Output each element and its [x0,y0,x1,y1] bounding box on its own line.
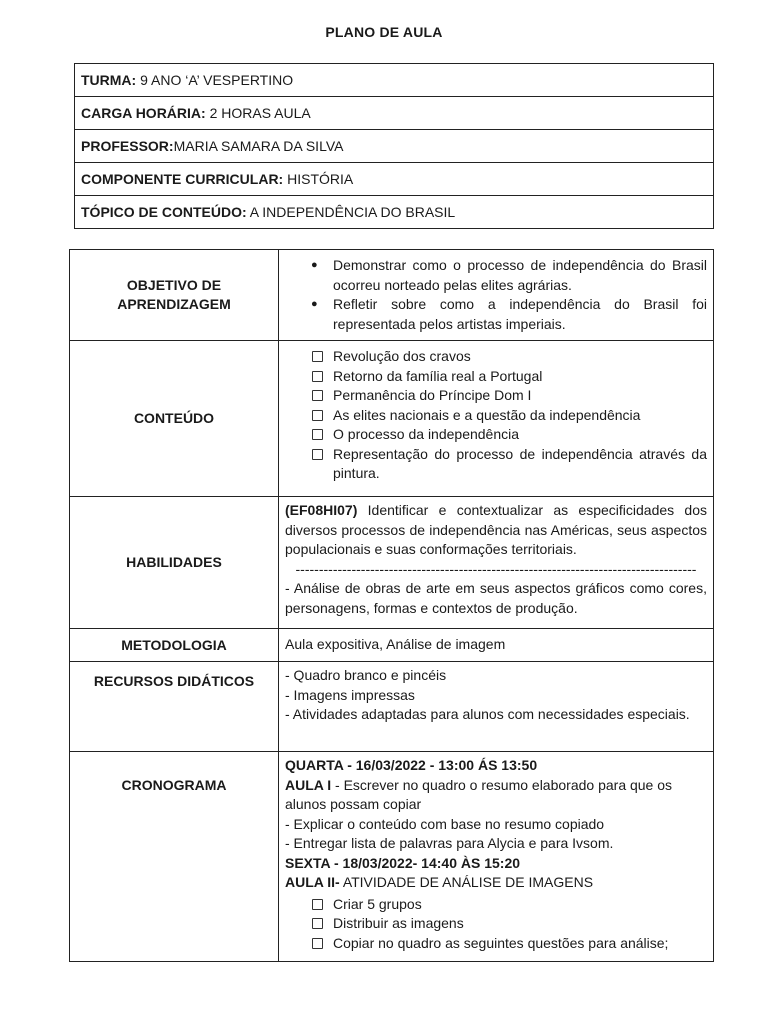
info-label: PROFESSOR: [81,138,174,154]
checkbox-icon [312,410,323,421]
checklist-item [285,406,707,426]
aula-text: - Escrever no quadro o resumo elaborado para que os alunos possam copiar [285,776,673,812]
checklist-label: O processo da independência [333,426,520,442]
checkbox-icon [312,938,323,949]
list-item: ● Refletir sobre como a independência do Brasil foi representada pelos artistas imperiais. [285,295,707,334]
content-recursos [279,662,714,752]
checkbox-icon [312,449,323,460]
label-metodologia: METODOLOGIA [70,629,279,662]
info-label: CARGA HORÁRIA: [81,105,206,121]
checklist-item [285,347,707,367]
day-heading: QUARTA - 16/03/2022 - 13:00 ÁS 13:50 [285,757,538,773]
row-cronograma [70,752,714,962]
aula-line: - Explicar o conteúdo com base no resumo copiado [285,815,605,832]
aula-paragraph [285,873,707,893]
recurso-line: - Imagens impressas [285,686,415,703]
label-habilidades: HABILIDADES [70,497,279,629]
aula-text: ATIVIDADE DE ANÁLISE DE IMAGENS [339,874,594,890]
label-recursos: RECURSOS DIDÁTICOS [70,662,279,752]
info-value: HISTÓRIA [283,171,354,187]
aula-paragraph [285,776,707,815]
row-metodologia [70,629,714,662]
info-label: TÓPICO DE CONTEÚDO: [81,204,247,220]
day-heading: SEXTA - 18/03/2022- 14:40 ÀS 15:20 [285,854,521,871]
checklist-item [285,445,707,484]
info-label: COMPONENTE CURRICULAR: [81,171,284,187]
info-label: TURMA: [81,72,137,88]
checklist-label: Copiar no quadro as seguintes questões para análise; [333,934,669,951]
checklist-label: Retorno da família real a Portugal [333,367,543,384]
checkbox-icon [312,429,323,440]
label-conteudo: CONTEÚDO [70,341,279,497]
content-objetivo [279,250,714,341]
info-carga-horaria [75,97,713,130]
info-componente [75,163,713,196]
info-value: 2 HORAS AULA [205,105,311,121]
aula-label: AULA I [285,776,332,793]
checkbox-icon [312,918,323,929]
checkbox-icon [312,390,323,401]
aula-line: - Entregar lista de palavras para Alycia e para Ivsom. [285,835,614,851]
content-conteudo [279,341,714,497]
checklist-label: Permanência do Príncipe Dom I [333,387,532,403]
checklist-label: Representação do processo de independência através da pintura. [333,445,707,481]
habilidade-code: (EF08HI07) [285,502,358,518]
recurso-line: - Atividades adaptadas para alunos com necessidades especiais. [285,706,690,722]
row-conteudo [70,341,714,497]
checklist-label: Criar 5 grupos [333,895,422,912]
habilidade-paragraph [285,501,707,560]
lesson-plan-table [69,249,714,962]
info-value: 9 ANO ‘A’ VESPERTINO [136,72,294,88]
label-cronograma: CRONOGRAMA [70,752,279,962]
content-cronograma [279,752,714,962]
checkbox-icon [312,351,323,362]
content-metodologia: Aula expositiva, Análise de imagem [279,629,714,662]
checkbox-icon [312,371,323,382]
label-objetivo: OBJETIVO DE APRENDIZAGEM [70,250,279,341]
habilidade-text-2: - Análise de obras de arte em seus aspectos gráficos como cores, personagens, formas e contextos de produção. [285,580,707,616]
checklist-label: As elites nacionais e a questão da independência [333,406,641,423]
info-topico [75,196,713,228]
checklist-item [285,367,707,387]
info-professor [75,130,713,163]
content-habilidades [279,497,714,629]
info-turma [75,64,713,97]
checklist-item [285,895,707,915]
row-objetivo [70,250,714,341]
checkbox-icon [312,899,323,910]
info-value: MARIA SAMARA DA SILVA [173,138,344,154]
checklist-item [285,386,707,406]
checklist-item [285,934,707,954]
checklist-label: Revolução dos cravos [333,348,471,364]
checklist-item [285,425,707,445]
checklist-label: Distribuir as imagens [333,915,464,931]
info-value: A INDEPENDÊNCIA DO BRASIL [246,204,456,220]
divider-line: -------------------------------------------------------------------------------------- [295,560,697,577]
row-recursos [70,662,714,752]
document-title: PLANO DE AULA [325,24,443,40]
header-info-table [74,63,714,229]
aula-label: AULA II- [285,874,340,890]
list-item: ● Demonstrar como o processo de independência do Brasil ocorreu norteado pelas elites agrárias. [285,256,707,295]
recurso-line: - Quadro branco e pincéis [285,667,447,683]
row-habilidades [70,497,714,629]
checklist-item [285,914,707,934]
habilidade-text: Identificar e contextualizar as especificidades dos diversos processos de independência nas Américas, seus aspectos populacionais e suas conformações territoriais. [285,502,707,557]
